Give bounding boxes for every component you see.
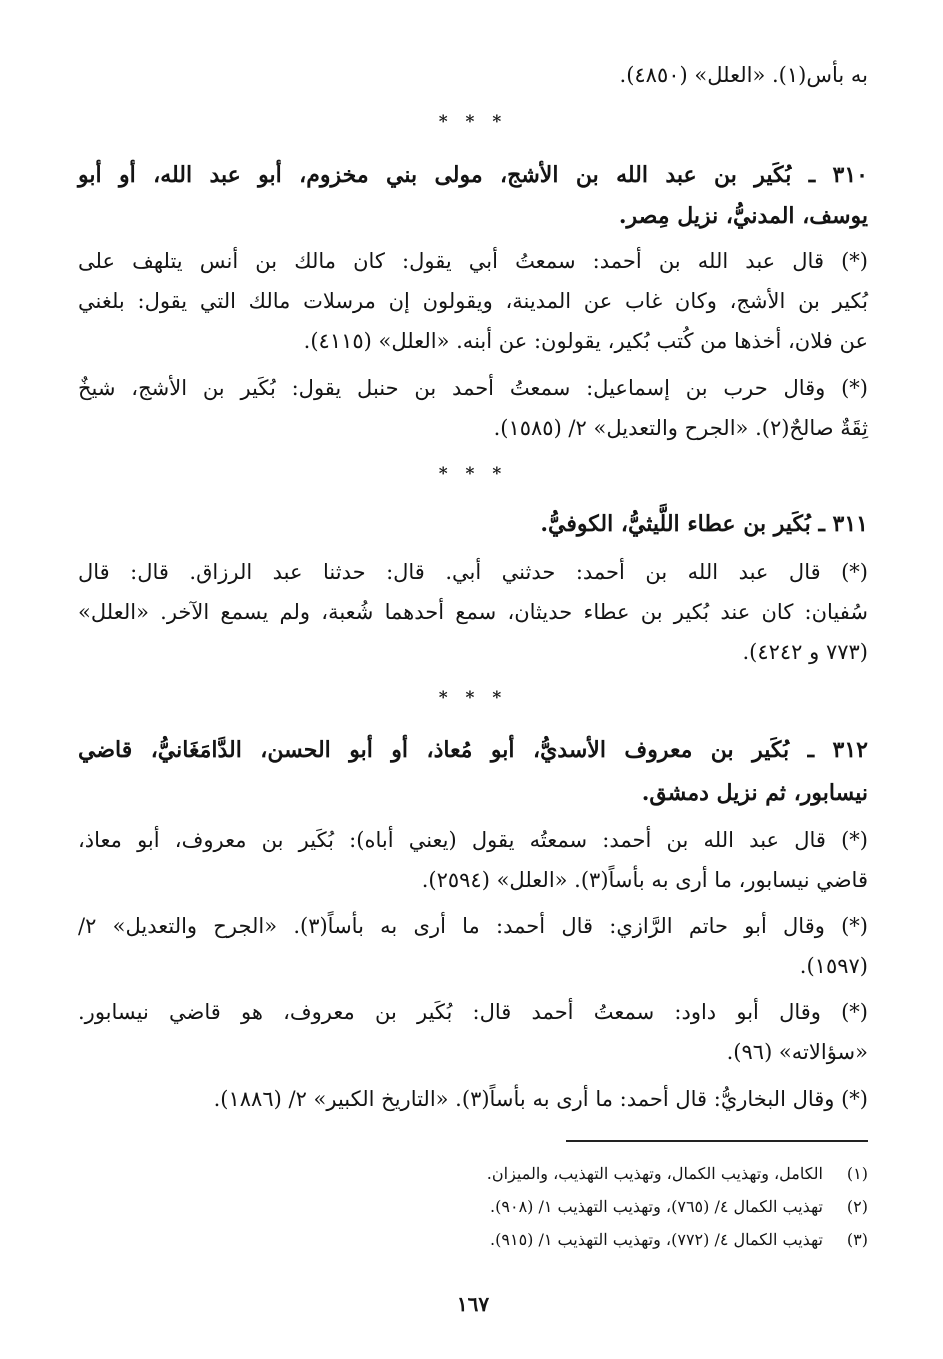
entry-310-text-line-2: بُكير بن الأشج، وكان غاب عن المدينة، ويقولون إن مرسلات مالك التي يقول: بلغني [78,289,868,313]
footnote-3 [78,1228,868,1252]
book-page [78,0,868,1359]
entry-312-text-line-1: (*) قال عبد الله بن أحمد: سمعتُه يقول (يعني أباه): بُكَير بن معروف، أبو معاذ، [78,828,868,852]
entry-312-text-line-3: (*) وقال أبو حاتم الرَّازي: قال أحمد: ما أرى به بأساً(٣). «الجرح والتعديل» ٢/ [78,914,868,938]
footnote-number: (١) [846,1164,868,1183]
entry-312-text-line-4: (١٥٩٧). [799,954,868,978]
footnote-text: تهذيب الكمال ٤/ (٧٦٥)، وتهذيب التهذيب ١/ (٩٠٨). [490,1197,823,1216]
footnote-number: (٢) [846,1197,868,1216]
page-number: ١٦٧ [456,1292,490,1316]
entry-311-heading: ٣١١ ـ بُكَير بن عطاء اللَّيثيُّ، الكوفيُّ. [540,511,868,537]
entry-310-heading-line-2: يوسف، المدنيُّ، نزيل مِصر. [618,203,868,229]
footnote-1 [78,1162,868,1186]
entry-310-text-line-3: عن فلان، أخذها من كُتب بُكير، يقولون: عن أبنه. «العلل» (٤١١٥). [303,329,868,353]
section-separator: * * * [438,464,508,484]
entry-310-heading-line-1: ٣١٠ ـ بُكَير بن عبد الله بن الأشج، مولى بني مخزوم، أبو عبد الله، أو أبو [78,162,868,188]
entry-310-text-line-4: (*) وقال حرب بن إسماعيل: سمعتُ أحمد بن حنبل يقول: بُكَير بن الأشج، شيخٌ [78,376,868,400]
footnote-text: الكامل، وتهذيب الكمال، وتهذيب التهذيب، والميزان. [486,1164,823,1183]
entry-312-heading-line-1: ٣١٢ ـ بُكَير بن معروف الأسديُّ، أبو مُعاذ، أو أبو الحسن، الدَّامَغَانيُّ، قاضي [78,737,868,763]
entry-312-text-line-7: (*) وقال البخاريُّ: قال أحمد: ما أرى به بأساً(٣). «التاريخ الكبير» ٢/ (١٨٨٦). [213,1087,868,1111]
entry-312-text-line-5: (*) وقال أبو داود: سمعتُ أحمد قال: بُكَير بن معروف، هو قاضي نيسابور. [78,1000,868,1024]
body-line-continuation: به بأس(١). «العلل» (٤٨٥٠). [619,63,868,87]
entry-311-text-line-2: سُفيان: كان عند بُكير بن عطاء حديثان، سمع أحدهما شُعبة، ولم يسمع الآخر. «العلل» [78,600,868,624]
entry-311-text-line-1: (*) قال عبد الله بن أحمد: حدثني أبي. قال: حدثنا عبد الرزاق. قال: قال [78,560,868,584]
entry-312-text-line-6: «سؤالاته» (٩٦). [726,1040,868,1064]
section-separator: * * * [438,112,508,132]
footnote-rule [566,1140,868,1142]
footnote-2 [78,1195,868,1219]
entry-310-text-line-5: ثِقَةٌ صالحٌ(٢). «الجرح والتعديل» ٢/ (١٥٨٥). [493,416,868,440]
entry-312-heading-line-2: نيسابور، ثم نزيل دمشق. [641,780,868,806]
entry-312-text-line-2: قاضي نيسابور، ما أرى به بأساً(٣). «العلل» (٢٥٩٤). [421,868,868,892]
footnote-text: تهذيب الكمال ٤/ (٧٧٢)، وتهذيب التهذيب ١/ (٩١٥). [490,1230,823,1249]
section-separator: * * * [438,688,508,708]
entry-310-text-line-1: (*) قال عبد الله بن أحمد: سمعتُ أبي يقول: كان مالك بن أنس يتلهف على [78,249,868,273]
entry-311-text-line-3: (٧٧٣ و ٤٢٤٢). [742,640,868,664]
footnote-number: (٣) [846,1230,868,1249]
